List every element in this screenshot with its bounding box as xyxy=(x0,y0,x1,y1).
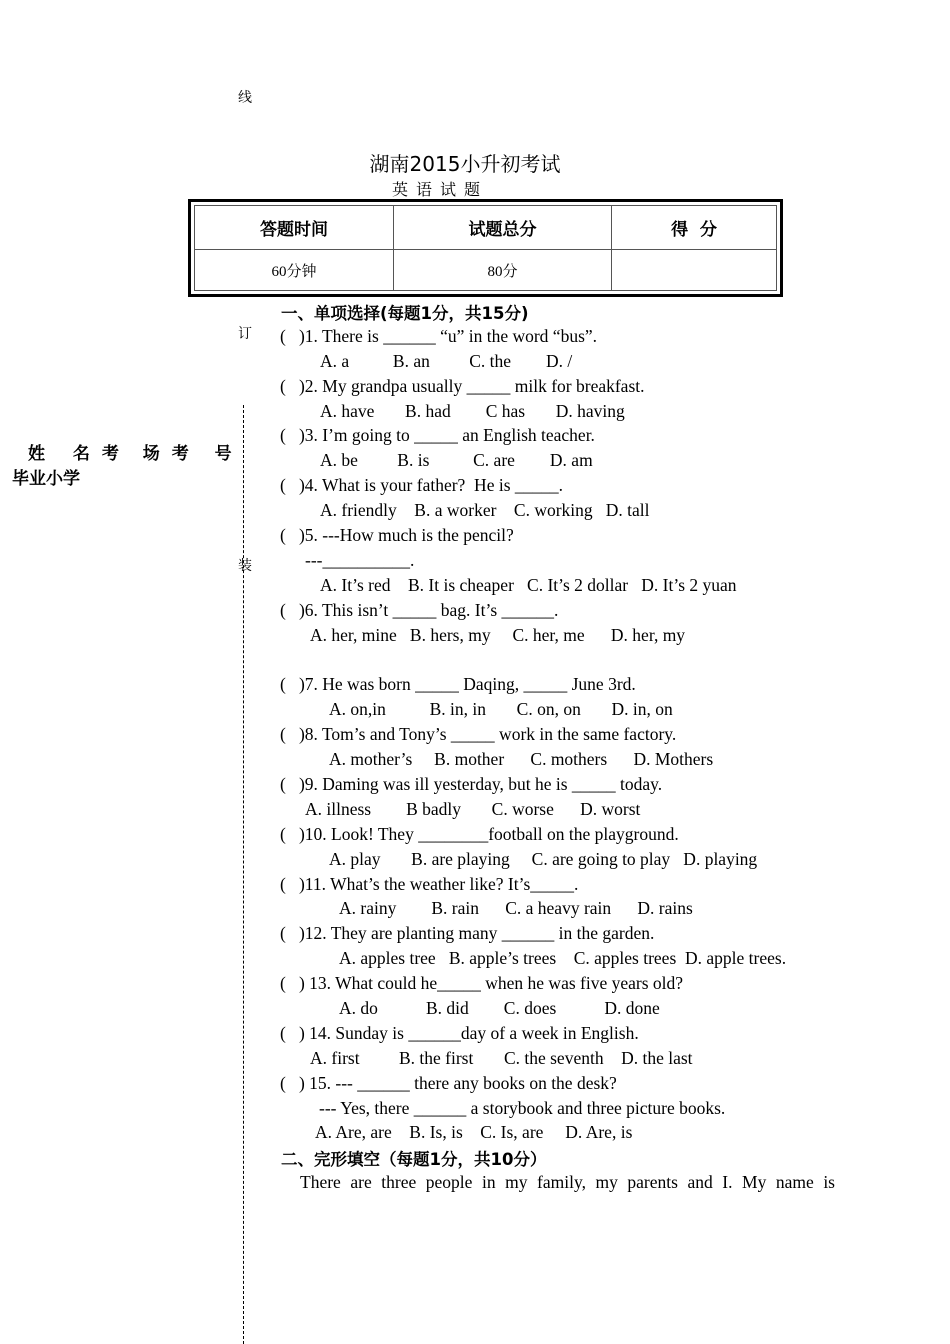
question-line: ( )1. There is ______ “u” in the word “bus”. xyxy=(280,326,598,346)
question-line: ( )9. Daming was ill yesterday, but he is _____ today. xyxy=(280,774,663,794)
value-cell-total: 80分 xyxy=(394,250,612,291)
question-line: ( ) 14. Sunday is ______day of a week in English. xyxy=(280,1023,639,1043)
answer-line: ---__________. xyxy=(305,550,415,570)
question-line: ( )10. Look! They ________football on the playground. xyxy=(280,824,679,844)
field-char: 考 xyxy=(171,444,189,464)
question-line: ( )4. What is your father? He is _____. xyxy=(280,475,564,495)
option-line: A. be B. is C. are D. am xyxy=(320,450,593,470)
header-cell-time: 答题时间 xyxy=(195,206,394,250)
score-table xyxy=(188,199,783,297)
section-2-title: 二、完形填空（每题1分，共10分） xyxy=(281,1150,547,1169)
field-graduation-school: 毕业小学 xyxy=(12,469,80,489)
option-line: A. play B. are playing C. are going to play D. playing xyxy=(329,849,758,869)
question-line: ( )11. What’s the weather like? It’s_____. xyxy=(280,874,579,894)
question-line: ( )8. Tom’s and Tony’s _____ work in the same factory. xyxy=(280,724,677,744)
field-char: 场 xyxy=(142,444,160,464)
section-1-title: 一、单项选择(每题1分，共15分) xyxy=(281,304,529,323)
field-char: 名 xyxy=(72,444,90,464)
question-line: ( )7. He was born _____ Daqing, _____ June 3rd. xyxy=(280,674,636,694)
binding-label-zhuang: 装 xyxy=(238,559,252,574)
question-line: ( )3. I’m going to _____ an English teacher. xyxy=(280,425,595,445)
binding-dashed-line xyxy=(243,405,244,1344)
binding-label-xian: 线 xyxy=(238,91,252,106)
header-cell-total: 试题总分 xyxy=(394,206,612,250)
question-line: ( )6. This isn’t _____ bag. It’s ______. xyxy=(280,600,559,620)
option-line: A. Are, are B. Is, is C. Is, are D. Are, is xyxy=(315,1122,633,1142)
option-line: A. illness B badly C. worse D. worst xyxy=(305,799,641,819)
option-line: A. her, mine B. hers, my C. her, me D. her, my xyxy=(310,625,686,645)
option-line: A. It’s red B. It is cheaper C. It’s 2 dollar D. It’s 2 yuan xyxy=(320,575,737,595)
option-line: A. rainy B. rain C. a heavy rain D. rains xyxy=(339,898,693,918)
passage-line: There are three people in my family, my parents and I. My name is xyxy=(300,1172,835,1192)
value-cell-time: 60分钟 xyxy=(195,250,394,291)
answer-line: --- Yes, there ______ a storybook and three picture books. xyxy=(319,1098,726,1118)
question-line: ( ) 13. What could he_____ when he was five years old? xyxy=(280,973,684,993)
student-info-fields xyxy=(12,442,232,492)
field-char: 考 xyxy=(101,444,119,464)
exam-title: 湖南2015小升初考试 xyxy=(369,152,561,176)
option-line: A. do B. did C. does D. done xyxy=(339,998,660,1018)
value-cell-score[interactable] xyxy=(612,250,777,291)
question-line: ( )5. ---How much is the pencil? xyxy=(280,525,514,545)
option-line: A. friendly B. a worker C. working D. tall xyxy=(320,500,650,520)
question-line: ( ) 15. --- ______ there any books on the desk? xyxy=(280,1073,617,1093)
option-line: A. mother’s B. mother C. mothers D. Mothers xyxy=(329,749,714,769)
question-line: ( )2. My grandpa usually _____ milk for breakfast. xyxy=(280,376,645,396)
exam-subtitle: 英语试题 xyxy=(391,180,488,199)
option-line: A. on,in B. in, in C. on, on D. in, on xyxy=(329,699,673,719)
field-char: 姓 xyxy=(28,444,45,464)
header-cell-score: 得 分 xyxy=(612,206,777,250)
option-line: A. a B. an C. the D. / xyxy=(320,351,573,371)
question-line: ( )12. They are planting many ______ in the garden. xyxy=(280,923,655,943)
field-char: 号 xyxy=(214,444,232,464)
binding-label-ding: 订 xyxy=(238,327,252,342)
option-line: A. first B. the first C. the seventh D. the last xyxy=(310,1048,693,1068)
option-line: A. apples tree B. apple’s trees C. apples trees D. apple trees. xyxy=(339,948,787,968)
option-line: A. have B. had C has D. having xyxy=(320,401,625,421)
